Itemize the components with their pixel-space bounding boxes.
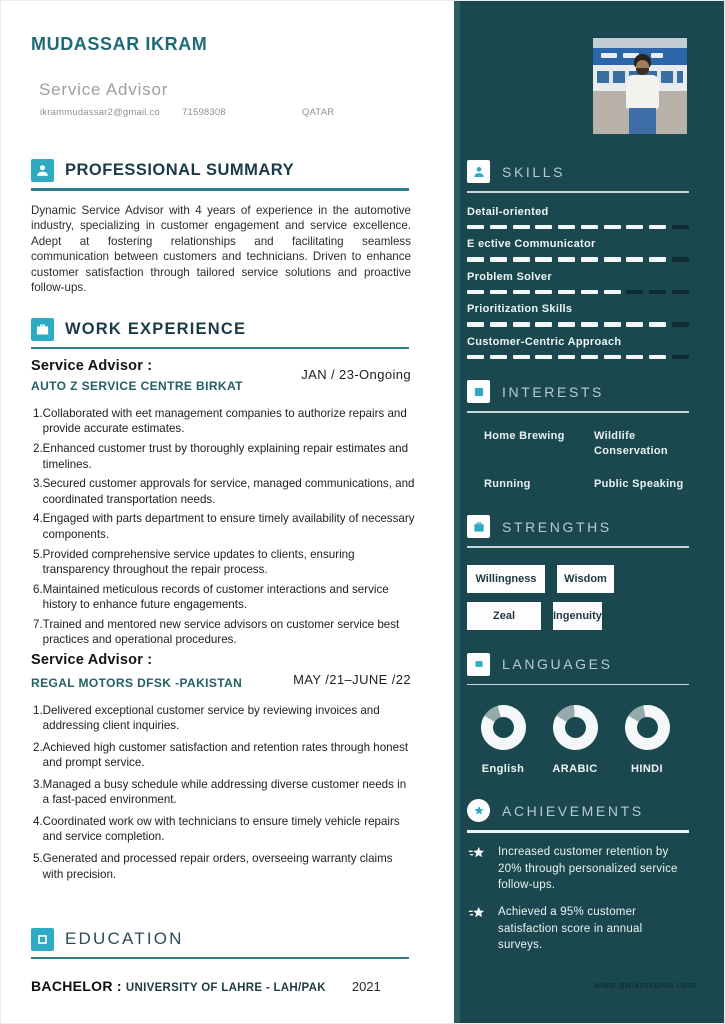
- skill-meter-segment: [558, 257, 575, 262]
- bullet-text: Managed a busy schedule while addressing diverse customer needs in a fast-paced environment.: [42, 778, 407, 807]
- person-icon: [31, 159, 54, 182]
- skill-label: E ective Communicator: [467, 238, 596, 250]
- interests-title: INTERESTS: [502, 383, 604, 400]
- skill-meter-segment: [513, 290, 530, 295]
- square-icon: [467, 653, 490, 676]
- skill-meter-segment: [558, 355, 575, 360]
- achievements-section: [467, 799, 689, 953]
- languages-section: [467, 653, 689, 776]
- languages-underline: [467, 684, 689, 686]
- strength-chip: Zeal: [467, 602, 541, 630]
- job-bullet: [33, 851, 415, 882]
- skill-meter-segment: [649, 290, 666, 295]
- school-name: UNIVERSITY OF LAHRE - LAH/PAK: [125, 982, 326, 995]
- bullet-text: Secured customer approvals for service, managed communications, and coordinated transportation needs.: [42, 477, 415, 506]
- education-underline: [31, 957, 409, 960]
- experience-header: [31, 318, 411, 341]
- star-circle-icon: [467, 799, 490, 822]
- job-company: REGAL MOTORS DFSK -PAKISTAN: [31, 675, 243, 690]
- job-company: AUTO Z SERVICE CENTRE BIRKAT: [31, 379, 243, 394]
- languages-header: [467, 653, 689, 676]
- skill-meter-segment: [672, 355, 689, 360]
- skill-meter-segment: [535, 290, 552, 295]
- skill-meter-segment: [626, 257, 643, 262]
- skills-underline: [467, 191, 689, 193]
- bullet-text: Achieved high customer satisfaction and retention rates through honest and prompt service.: [42, 740, 409, 770]
- language-donut-chart: [553, 705, 598, 750]
- skill-meter-segment: [467, 290, 484, 295]
- interest-item: Public Speaking: [594, 478, 684, 491]
- job-role: Service Advisor :: [31, 651, 153, 668]
- skill-meter-segment: [672, 225, 689, 230]
- skill-meter-segment: [535, 257, 552, 262]
- summary-header: [31, 159, 411, 182]
- achievement-text: Achieved a 95% customer satisfaction score in annual surveys.: [498, 906, 643, 951]
- skills-header: [467, 160, 689, 183]
- interest-item: Running: [484, 478, 531, 491]
- skill-item: [467, 303, 689, 327]
- summary-title: PROFESSIONAL SUMMARY: [65, 161, 295, 179]
- skill-meter-segment: [626, 355, 643, 360]
- skill-meter-segment: [513, 322, 530, 327]
- skill-meter: [467, 322, 689, 327]
- education-title: EDUCATION: [65, 929, 184, 949]
- degree-label: BACHELOR :: [31, 978, 122, 995]
- skill-meter-segment: [626, 290, 643, 295]
- strength-chip: Wisdom: [557, 565, 614, 593]
- language-item: [467, 705, 539, 775]
- skill-label: Problem Solver: [467, 270, 552, 283]
- language-donut-chart: [481, 705, 526, 750]
- skill-meter-segment: [535, 322, 552, 327]
- main-column: [1, 1, 456, 1023]
- achievements-title: ACHIEVEMENTS: [502, 802, 644, 819]
- graduation-year: 2021: [351, 979, 381, 995]
- skill-meter-segment: [513, 355, 530, 360]
- job-bullet: [33, 814, 415, 845]
- donut-hole: [637, 717, 658, 738]
- bullet-number: 3.: [33, 477, 43, 491]
- skill-meter-segment: [604, 322, 621, 327]
- skill-item: [467, 238, 689, 262]
- bullet-number: 5.: [33, 547, 43, 561]
- bullet-text: Trained and mentored new service advisors on customer service best practices and operational procedures.: [42, 617, 400, 647]
- job-date: MAY /21–JUNE /22: [293, 671, 411, 687]
- summary-underline: [31, 188, 409, 191]
- square-outline-icon: [31, 928, 54, 951]
- donut-hole: [565, 717, 586, 738]
- achievements-list: [467, 844, 689, 953]
- skill-meter: [467, 225, 689, 230]
- skill-meter-segment: [467, 225, 484, 230]
- job-role: Service Advisor :: [31, 358, 153, 375]
- sidebar: [454, 1, 724, 1023]
- bullet-number: 2.: [33, 442, 43, 456]
- language-label: HINDI: [631, 763, 663, 776]
- skills-section: [467, 160, 689, 359]
- skill-meter-segment: [604, 257, 621, 262]
- skill-meter-segment: [604, 355, 621, 360]
- job-bullet: [33, 740, 415, 771]
- bullet-number: 3.: [33, 778, 43, 792]
- job-bullet: [33, 476, 415, 507]
- skill-meter-segment: [490, 290, 507, 295]
- skill-meter-segment: [626, 322, 643, 327]
- briefcase-icon: [31, 318, 54, 341]
- education-row: [31, 978, 411, 994]
- bullet-text: Enhanced customer trust by thoroughly explaining repair estimates and timelines.: [42, 442, 409, 471]
- skill-meter-segment: [581, 290, 598, 295]
- skill-meter-segment: [558, 290, 575, 295]
- achievement-item: [467, 904, 689, 953]
- bullet-text: Engaged with parts department to ensure timely availability of necessary components.: [42, 512, 415, 541]
- achievements-underline: [467, 830, 689, 833]
- bullet-number: 7.: [33, 617, 43, 631]
- skill-meter-segment: [558, 225, 575, 230]
- watermark-text: www.qwikresume.com: [594, 980, 696, 990]
- skill-meter-segment: [672, 290, 689, 295]
- skill-meter-segment: [490, 257, 507, 262]
- briefcase-icon: [467, 515, 490, 538]
- skill-meter-segment: [604, 290, 621, 295]
- skill-meter-segment: [604, 225, 621, 230]
- square-icon: [467, 380, 490, 403]
- contact-row: [40, 107, 411, 118]
- skill-meter: [467, 290, 689, 295]
- profile-photo: [593, 38, 687, 134]
- skill-meter-segment: [467, 355, 484, 360]
- achievements-header: [467, 799, 689, 822]
- languages-title: LANGUAGES: [502, 656, 613, 673]
- skill-meter: [467, 355, 689, 360]
- skill-meter-segment: [535, 225, 552, 230]
- skill-meter-segment: [467, 257, 484, 262]
- achievement-item: [467, 844, 689, 893]
- bullet-text: Coordinated work ow with technicians to ensure timely vehicle repairs and service completion.: [42, 815, 400, 844]
- person-icon: [467, 160, 490, 183]
- job-bullet: [33, 617, 415, 648]
- skill-meter-segment: [558, 322, 575, 327]
- candidate-title: Service Advisor: [39, 80, 169, 99]
- job-bullet: [33, 777, 415, 808]
- language-label: ARABIC: [552, 763, 598, 776]
- skill-meter-segment: [649, 355, 666, 360]
- experience-title: WORK EXPERIENCE: [65, 319, 247, 338]
- donut-hole: [493, 717, 514, 738]
- job-1-bullets: [33, 406, 415, 647]
- bullet-number: 5.: [33, 852, 43, 866]
- languages-list: [467, 705, 689, 775]
- language-label: English: [481, 763, 525, 776]
- bullet-number: 1.: [33, 703, 43, 717]
- interests-section: [467, 380, 689, 493]
- shooting-star-icon: [467, 844, 489, 864]
- skill-meter-segment: [672, 257, 689, 262]
- shooting-star-icon: [467, 904, 489, 924]
- bullet-text: Collaborated with eet management companies to authorize repairs and provide accurate estimates.: [42, 407, 407, 436]
- candidate-name: MUDASSAR IKRAM: [31, 34, 208, 54]
- skill-meter-segment: [513, 225, 530, 230]
- interests-underline: [467, 411, 689, 413]
- bullet-number: 4.: [33, 512, 43, 526]
- strengths-title: STRENGTHS: [502, 518, 612, 535]
- skill-label: Customer-Centric Approach: [467, 335, 622, 348]
- skill-meter-segment: [649, 225, 666, 230]
- job-bullet: [33, 582, 415, 613]
- strengths-section: [467, 515, 689, 630]
- interest-item: Wildlife Conservation: [594, 429, 668, 458]
- bullet-number: 2.: [33, 740, 43, 754]
- language-item: [611, 705, 683, 775]
- strengths-underline: [467, 546, 689, 548]
- location-text: QATAR: [302, 107, 335, 118]
- skill-meter-segment: [490, 225, 507, 230]
- interests-list: [484, 429, 689, 494]
- strength-chip: Ingenuity: [553, 602, 602, 630]
- strength-chip: Willingness: [467, 565, 545, 593]
- skill-item: [467, 206, 689, 230]
- achievement-text: Increased customer retention by 20% through personalized service follow-ups.: [498, 846, 678, 891]
- skill-meter-segment: [490, 322, 507, 327]
- skills-list: [467, 206, 689, 360]
- interest-item: Home Brewing: [484, 429, 565, 442]
- skill-meter-segment: [581, 355, 598, 360]
- skill-meter-segment: [490, 355, 507, 360]
- summary-text: Dynamic Service Advisor with 4 years of experience in the automotive industry, specializing in customer engagement and service excellence. Adept at fostering relationships and facilitating seamless communication between customers and technicians. Driven to enhance customer satisfaction through tailored service solutions and proactive follow-ups.: [31, 203, 411, 295]
- skill-meter-segment: [535, 355, 552, 360]
- skills-title: SKILLS: [502, 163, 566, 180]
- language-item: [539, 705, 611, 775]
- skill-meter-segment: [581, 225, 598, 230]
- skill-meter-segment: [581, 257, 598, 262]
- bullet-text: Generated and processed repair orders, overseeing warranty claims with precision.: [42, 852, 393, 881]
- bullet-text: Maintained meticulous records of customer interactions and service history to enhance future engagements.: [42, 582, 389, 611]
- email-text: ikrammudassar2@gmail.co: [40, 107, 160, 118]
- skill-label: Detail-oriented: [467, 205, 549, 218]
- job-date: JAN / 23-Ongoing: [301, 367, 411, 383]
- experience-underline: [31, 347, 409, 350]
- skill-meter-segment: [649, 257, 666, 262]
- bullet-number: 1.: [33, 407, 43, 421]
- phone-text: 71598308: [182, 107, 226, 118]
- bullet-text: Provided comprehensive service updates to clients, ensuring transparency throughout the repair process.: [42, 547, 355, 576]
- job-2-bullets: [33, 703, 415, 882]
- job-1: [31, 358, 411, 393]
- job-bullet: [33, 441, 415, 472]
- strengths-chips: [467, 565, 689, 630]
- strengths-header: [467, 515, 689, 538]
- bullet-number: 6.: [33, 582, 43, 596]
- skill-meter-segment: [672, 322, 689, 327]
- job-bullet: [33, 703, 415, 734]
- skill-label: Prioritization Skills: [467, 303, 573, 315]
- skill-meter-segment: [513, 257, 530, 262]
- skill-meter-segment: [467, 322, 484, 327]
- skill-item: [467, 271, 689, 295]
- bullet-text: Delivered exceptional customer service by reviewing invoices and addressing client inquiries.: [42, 703, 380, 733]
- language-donut-chart: [625, 705, 670, 750]
- skill-meter: [467, 257, 689, 262]
- job-2: [31, 652, 411, 690]
- skill-meter-segment: [581, 322, 598, 327]
- skill-meter-segment: [626, 225, 643, 230]
- skill-meter-segment: [649, 322, 666, 327]
- job-bullet: [33, 547, 415, 578]
- education-header: [31, 928, 411, 951]
- skill-item: [467, 336, 689, 360]
- interests-header: [467, 380, 689, 403]
- job-bullet: [33, 406, 415, 437]
- bullet-number: 4.: [33, 815, 43, 829]
- job-bullet: [33, 511, 415, 542]
